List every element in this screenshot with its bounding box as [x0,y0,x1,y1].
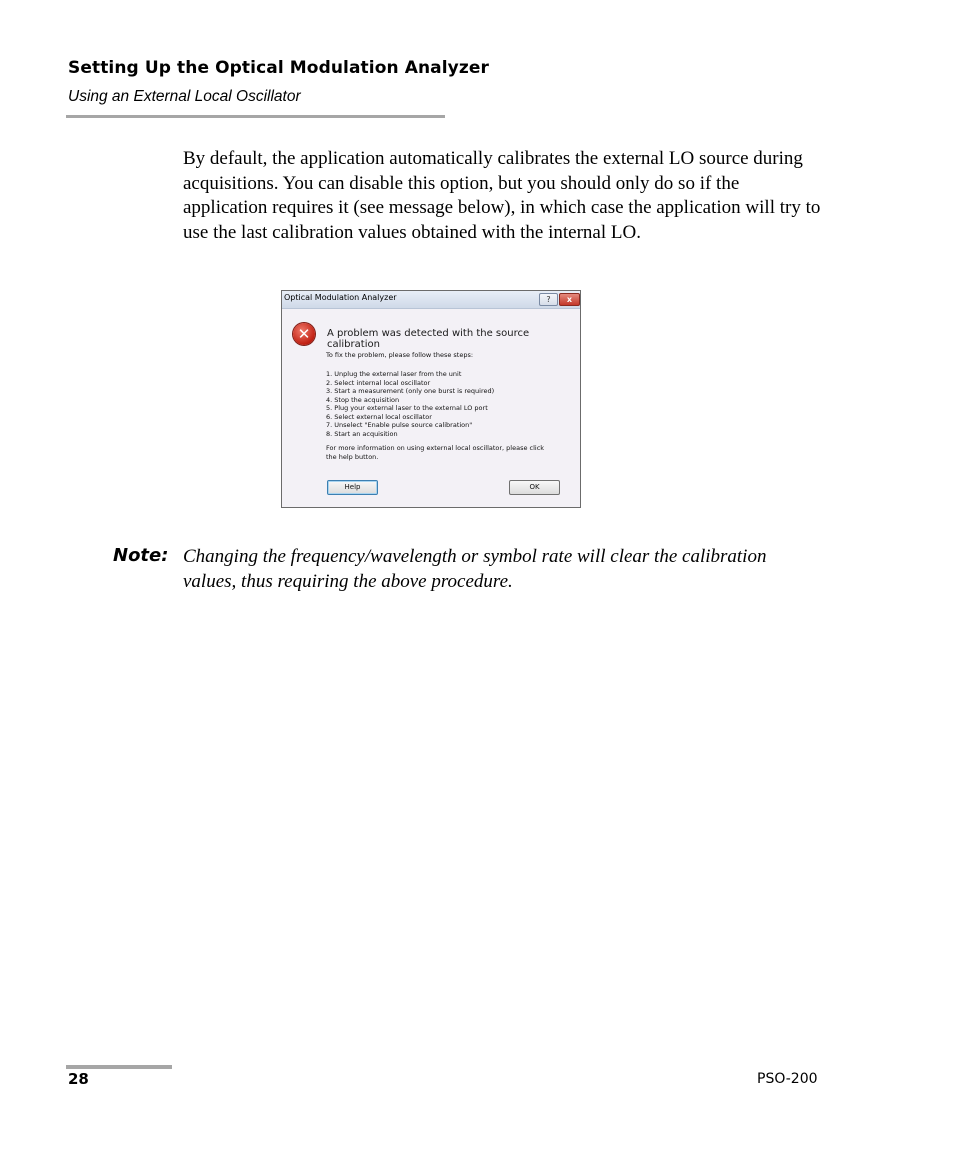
titlebar-close-button[interactable]: x [559,293,580,306]
header-divider [66,115,445,118]
footer-divider [66,1065,172,1069]
ok-button[interactable]: OK [509,480,560,495]
dialog-step: 3. Start a measurement (only one burst is required) [326,387,495,395]
dialog-step: 7. Unselect "Enable pulse source calibration" [326,421,473,429]
section-subtitle: Using an External Local Oscillator [68,88,301,105]
dialog-step: 1. Unplug the external laser from the unit [326,370,462,378]
product-model: PSO-200 [757,1071,818,1087]
body-paragraph: By default, the application automatically calibrates the external LO source during acquisitions. You can disable this option, but you should only do so if the application requires it (see message below), in which case the application will try to use the last calibration values obtained with the internal LO. [183,148,821,244]
dialog-step: 6. Select external local oscillator [326,412,432,421]
dialog-more-info: For more information on using external local oscillator, please click the help button. [326,444,545,461]
dialog-titlebar [282,291,580,309]
dialog-title: Optical Modulation Analyzer [284,293,397,302]
titlebar-help-button[interactable]: ? [539,293,558,306]
dialog-step: 5. Plug your external laser to the external LO port [326,404,488,412]
page-number: 28 [68,1070,89,1088]
section-title: Setting Up the Optical Modulation Analyzer [68,58,489,78]
dialog-intro: To fix the problem, please follow these steps: [326,351,474,359]
dialog-step: 2. Select internal local oscillator [326,378,431,387]
dialog-step: 8. Start an acquisition [326,429,398,438]
dialog-step: 4. Stop the acquisition [326,395,400,404]
error-icon: ✕ [293,323,315,345]
note-text: Changing the frequency/wavelength or symbol rate will clear the calibration values, thus requiring the above procedure. [183,546,767,592]
dialog-heading: A problem was detected with the source calibration [327,328,530,350]
dialog-steps-list [326,370,494,438]
error-dialog [281,290,581,508]
help-button[interactable]: Help [327,480,378,495]
dialog-body [282,309,580,507]
note-label: Note: [113,545,169,566]
